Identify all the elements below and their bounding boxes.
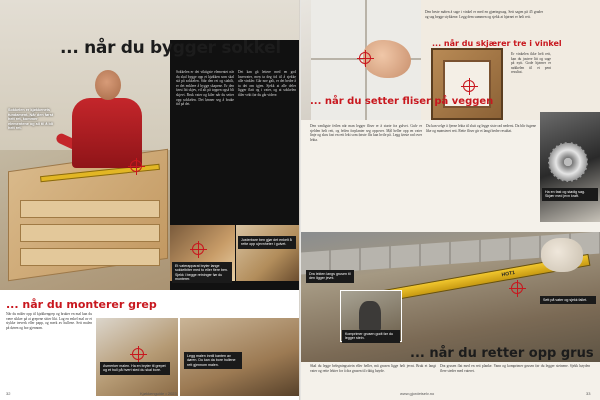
worker-figure bbox=[359, 301, 381, 331]
inset-photo-leg bbox=[236, 225, 299, 281]
crosshair-icon bbox=[359, 52, 371, 64]
crosshair-icon bbox=[192, 243, 204, 255]
angle-text-2: Er vinkelen ikke helt rett, kan du justere litt og sage på nytt. Gode hjørner er nøkkelen til et pent resultat. bbox=[511, 52, 551, 75]
intro-text: Sokkelen er det viktigste elementet når du skal bygge opp et kjøkken som skal stå på sokkelen. Står den ret og stabilt, er det enklere å bygge skapene. Er den først litt skjev, vil alt på toppen også bli skjevt. Bruk vater og kiler når du setter opp sokkelen. Det lønner seg å bruke tid på det. bbox=[176, 70, 234, 107]
crosshair-icon bbox=[463, 80, 475, 92]
section-heading-gravel: ... når du retter opp grus bbox=[410, 346, 594, 361]
hero-plinth-beam bbox=[20, 200, 160, 218]
left-page bbox=[0, 0, 299, 400]
grip-photo-template bbox=[96, 318, 178, 396]
gravel-hand bbox=[541, 238, 583, 272]
gravel-caption-2: Sett på vater og sjekk fallet. bbox=[540, 296, 596, 304]
hero-caption: Sokkelen er kjøkkenets fundament. Når den først helt ret, kommer elementene og all til å bli helt ret. bbox=[8, 108, 54, 131]
page-number-left: 32 bbox=[6, 391, 11, 396]
saw-photo bbox=[540, 112, 600, 222]
intro-text-2: Det kan gå lettere med en god laservater, men ta deg tid til å sjekke alle vinkler. Går noe galt, er det bedre å ta det om igjen. Sjekk at alle deler ligger flatt og i vater, og at sokkelen tåler vekt før du går videre. bbox=[238, 70, 296, 97]
level-brand-label: HOT1 bbox=[501, 269, 516, 279]
tiles-text: Den vanligste feilen når man legger fliser er å starte fra gulvet. Gulv er sjelden helt rett, og feilen forplanter seg oppover. Mål heller opp en vater linje og skru fast en rett lekt som første flis kan hvile på. Legg første rad over lekta. bbox=[310, 124, 422, 142]
crosshair-icon bbox=[132, 348, 144, 360]
hero-person-head bbox=[95, 70, 121, 100]
footer-left: Kjøkkenguide • 2023 bbox=[140, 391, 177, 396]
crosshair-icon bbox=[511, 282, 523, 294]
section-heading-tiles: ... når du setter fliser på veggen bbox=[310, 96, 494, 107]
hero-plinth-beam bbox=[20, 224, 160, 242]
grip-caption-2: Legg malen inntil kanten av døren. Du kan da bore hullene rett gjennom malen. bbox=[184, 352, 242, 369]
grip-caption-1: Avmerker malen. Ha en bryter til grepet og et hull på hvert sted du skal bore. bbox=[100, 362, 170, 375]
page-number-right: 33 bbox=[586, 391, 591, 396]
footer-right: www.gjordetselv.no bbox=[400, 391, 435, 396]
headline-plinth: ... når du bygger sokkel bbox=[60, 38, 281, 58]
inset-caption-2: Justerbare ben gjør det enkelt å rette opp ujevnheter i gulvet. bbox=[238, 236, 296, 249]
section-heading-grip: ... når du monterer grep bbox=[6, 298, 157, 311]
gravel-text-2: Dra grusen flat med en rett planke. Vann og komprimer grusen før du legger steinene. Sjekk høyden flere steder med vateret. bbox=[440, 364, 590, 373]
hero-person-body bbox=[72, 98, 142, 168]
angle-text: Den beste måten å sage i vinkel er med en gjæringssag. Sett sagen på 45 grader og sag begge stykkene. Legg dem sammen og sjekk at hjørnet er helt rett. bbox=[425, 10, 543, 19]
worker-caption: Komprimer grusen godt før du legger stein. bbox=[342, 330, 400, 343]
section-heading-angle: ... når du skjærer tre i vinkel bbox=[432, 39, 562, 48]
grip-text: Når du måler opp til kjøkkengrep og bruker en mal kan du være sikker på at grepene sitter likt. Lag en enkel mal av et stykke treverk eller papp, og merk av hullene. Sett malen på døren og bor gjennom. bbox=[6, 312, 92, 330]
gravel-text: Skal du legge belegningsstein eller heller, må grusen ligge helt jevnt. Bruk et langt vater og rette lekter for å dra grusen til riktig høyde. bbox=[310, 364, 436, 373]
crosshair-icon bbox=[130, 160, 142, 172]
hero-plinth-beam bbox=[20, 248, 160, 266]
saw-blade bbox=[548, 142, 588, 182]
inset-caption-1: Et vaterapparat bryter lange sokkelbiter med to eller flere ben. Sjekk i begge retninger før du monterer. bbox=[172, 262, 232, 283]
tiles-text-2: Du kan velge å fjerne lekta til slutt og legge siste rad nederst. Da blir fugene like og mønsteret rett. Rette fliser gir et langt bedre resultat. bbox=[426, 124, 536, 133]
gravel-caption-1: Dra lekten langs grusen til den ligger jevnt. bbox=[306, 270, 354, 283]
saw-caption: Ha en fast og stødig sag. Skjær med jevn kraft. bbox=[542, 188, 598, 201]
